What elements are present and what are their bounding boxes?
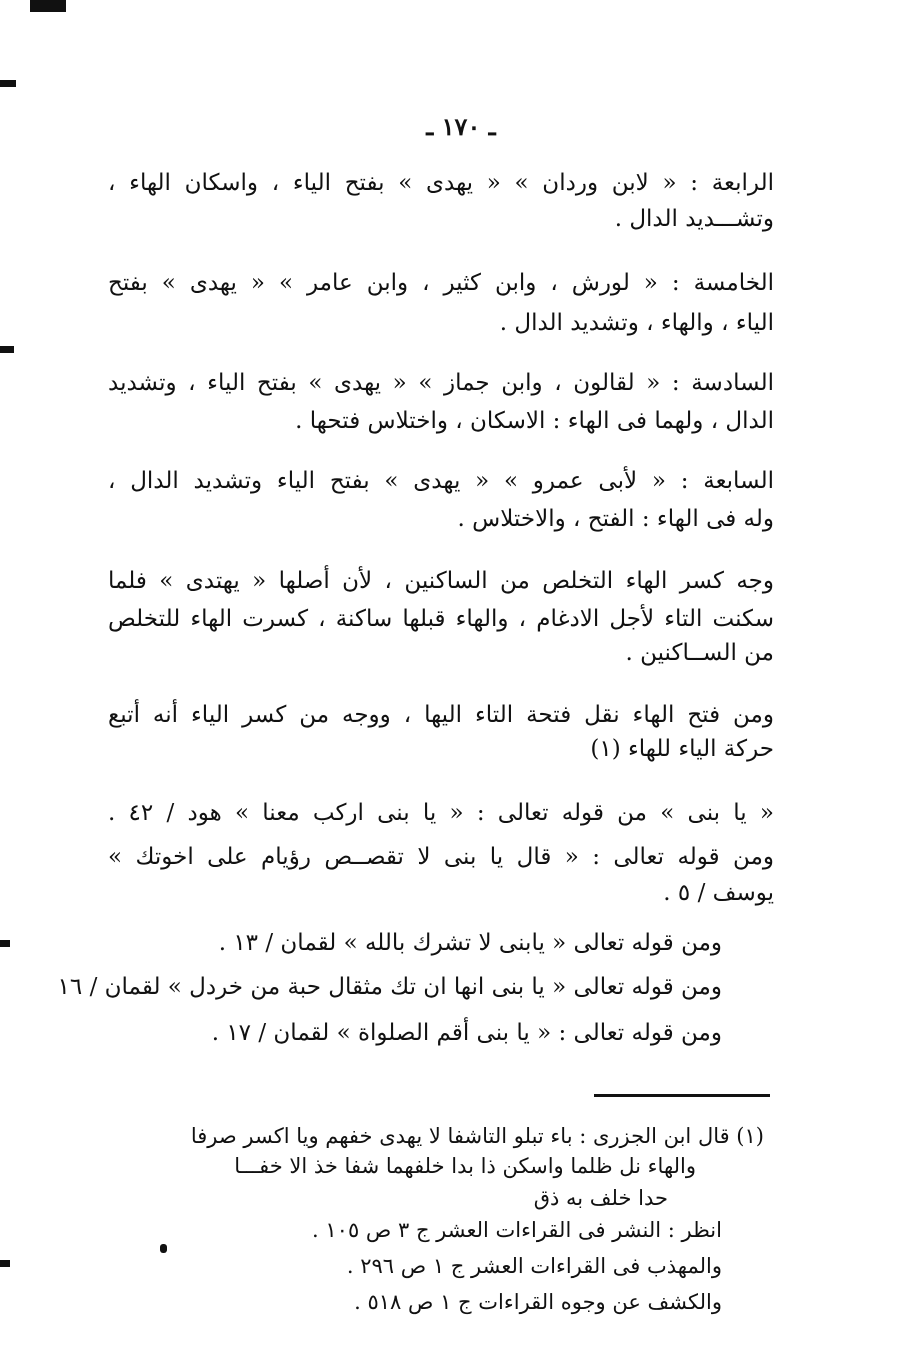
paragraph-line: الدال ، ولهما فى الهاء : الاسكان ، واختلاس فتحها . [295, 408, 774, 434]
footnote-line: والهاء نل ظلما واسكن ذا بدا خلفهما شفا خذ الا خفـــا [234, 1154, 696, 1178]
paragraph-line: ومن قوله تعالى : « قال يا بنى لا تقصــص رؤيام على اخوتك » [108, 844, 774, 870]
footnote-reference: انظر : النشر فى القراءات العشر ج ٣ ص ١٠٥ . [312, 1218, 722, 1242]
paragraph-line: الياء ، والهاء ، وتشديد الدال . [499, 310, 774, 336]
footnote-line: (١) قال ابن الجزرى : باء تبلو التاشفا لا يهدى خفهم ويا اكسر صرفا [190, 1124, 764, 1148]
paragraph-line: يوسف / ٥ . [663, 880, 774, 906]
ink-dot [160, 1244, 167, 1253]
scan-artifact [0, 1260, 10, 1267]
footnote-reference: والكشف عن وجوه القراءات ج ١ ص ٥١٨ . [354, 1290, 722, 1314]
paragraph-line: ومن فتح الهاء نقل فتحة التاء اليها ، ووجه من كسر الياء أنه أتبع [108, 702, 774, 728]
paragraph-line: من الســاكنين . [625, 640, 774, 666]
footnote-reference: والمهذب فى القراءات العشر ج ١ ص ٢٩٦ . [346, 1254, 722, 1278]
paragraph-line: السابعة : « لأبى عمرو » « يهدى » بفتح الياء وتشديد الدال ، [108, 468, 774, 494]
paragraph-line: سكنت التاء لأجل الادغام ، والهاء قبلها ساكنة ، كسرت الهاء للتخلص [108, 606, 774, 632]
scan-artifact [30, 0, 66, 12]
paragraph-line: حركة الياء للهاء (١) [590, 736, 774, 762]
quran-citation: ومن قوله تعالى « يابنى لا تشرك بالله » لقمان / ١٣ . [218, 930, 722, 956]
scan-artifact [0, 940, 10, 947]
page-number: ـ ١٧٠ ـ [426, 112, 496, 141]
footnote-line: حدا خلف به ذق [533, 1186, 668, 1210]
paragraph-line: الخامسة : « لورش ، وابن كثير ، وابن عامر » « يهدى » بفتح [108, 270, 774, 296]
quran-citation: ومن قوله تعالى « يا بنى انها ان تك مثقال حبة من خردل » لقمان / ١٦ [57, 974, 722, 1000]
paragraph-line: « يا بنى » من قوله تعالى : « يا بنى اركب معنا » هود / ٤٢ . [108, 800, 774, 826]
scan-artifact [0, 80, 16, 87]
footnote-divider [594, 1094, 770, 1097]
paragraph-line: الرابعة : « لابن وردان » « يهدى » بفتح الياء ، واسكان الهاء ، [108, 170, 774, 196]
paragraph-line: وتشـــديد الدال . [614, 206, 774, 232]
paragraph-line: السادسة : « لقالون ، وابن جماز » « يهدى » بفتح الياء ، وتشديد [108, 370, 774, 396]
scan-artifact [0, 346, 14, 353]
paragraph-line: وله فى الهاء : الفتح ، والاختلاس . [457, 506, 774, 532]
quran-citation: ومن قوله تعالى : « يا بنى أقم الصلواة » لقمان / ١٧ . [211, 1020, 722, 1046]
paragraph-line: وجه كسر الهاء التخلص من الساكنين ، لأن أصلها « يهتدى » فلما [108, 568, 774, 594]
